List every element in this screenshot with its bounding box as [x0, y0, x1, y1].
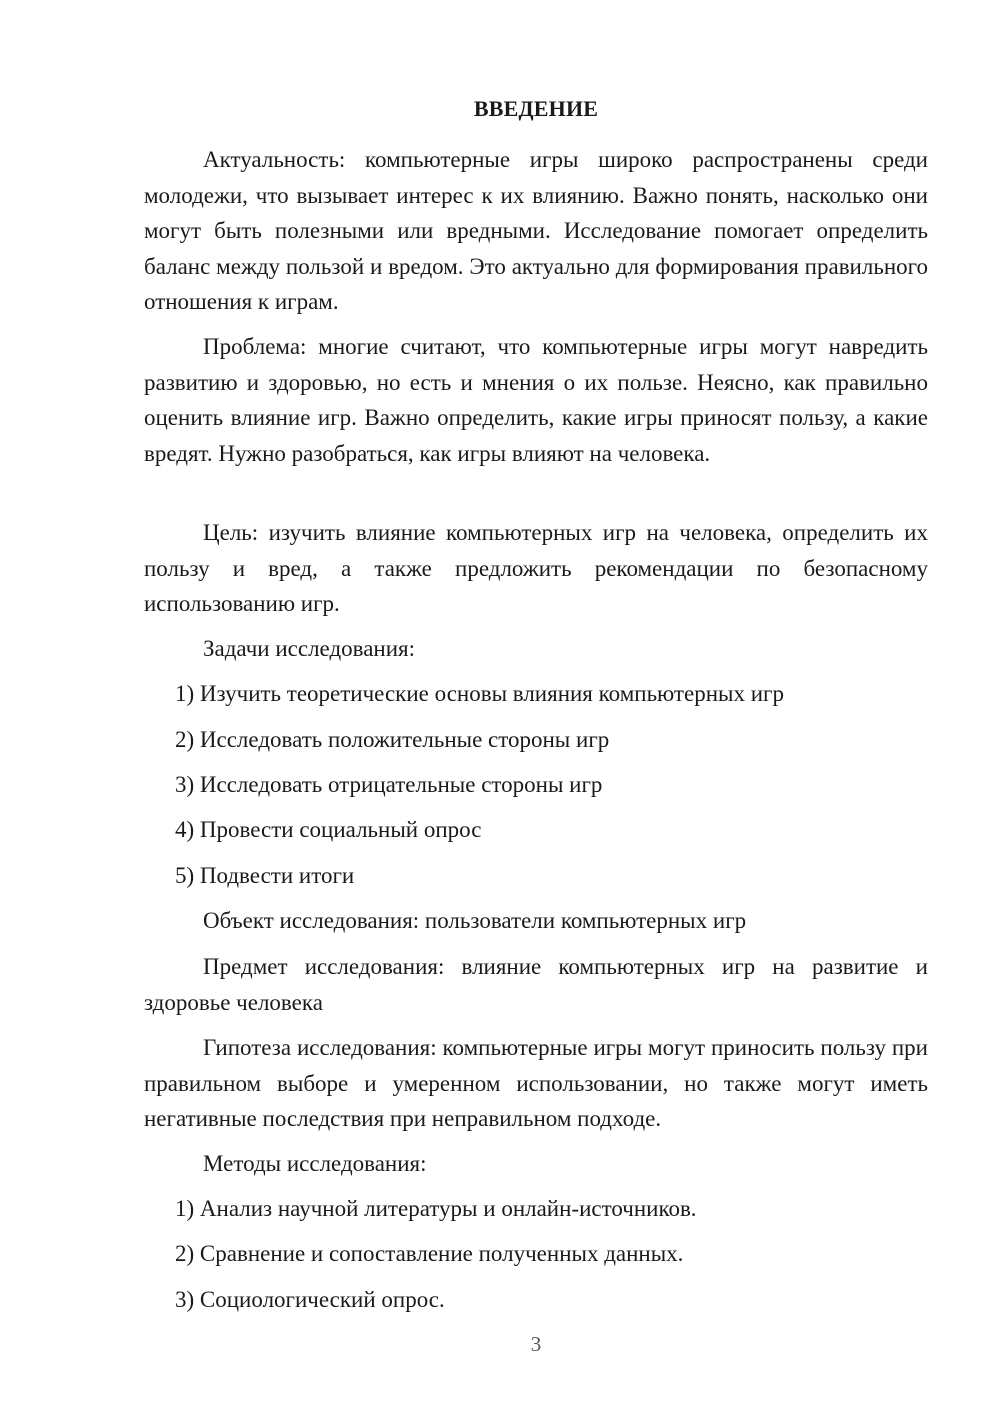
- subject-paragraph: Предмет исследования: влияние компьютерных игр на развитие и здоровье человека: [144, 954, 928, 1015]
- task-item-2: 2) Исследовать положительные стороны игр: [175, 727, 610, 752]
- task-item-4: 4) Провести социальный опрос: [175, 817, 482, 842]
- method-item-1: 1) Анализ научной литературы и онлайн-источников.: [175, 1196, 697, 1221]
- task-item-1: 1) Изучить теоретические основы влияния компьютерных игр: [175, 681, 784, 706]
- method-item-3: 3) Социологический опрос.: [175, 1287, 445, 1312]
- tasks-heading: Задачи исследования:: [203, 636, 416, 661]
- object-line: Объект исследования: пользователи компьютерных игр: [203, 908, 747, 933]
- method-item-2: 2) Сравнение и сопоставление полученных данных.: [175, 1241, 684, 1266]
- problem-paragraph: Проблема: многие считают, что компьютерные игры могут навредить развитию и здоровью, но есть и мнения о их пользе. Неясно, как правильно оценить влияние игр. Важно определить, какие игры приносят пользу, а какие вредят. Нужно разобраться, как игры влияют на человека.: [144, 334, 928, 466]
- task-item-3: 3) Исследовать отрицательные стороны игр: [175, 772, 603, 797]
- page-title: ВВЕДЕНИЕ: [473, 96, 599, 121]
- task-item-5: 5) Подвести итоги: [175, 863, 355, 888]
- hypothesis-paragraph: Гипотеза исследования: компьютерные игры могут приносить пользу при правильном выборе и умеренном использовании, но также могут иметь негативные последствия при неправильном подходе.: [144, 1035, 928, 1131]
- goal-paragraph: Цель: изучить влияние компьютерных игр на человека, определить их пользу и вред, а также предложить рекомендации по безопасному использованию игр.: [144, 520, 928, 616]
- methods-heading: Методы исследования:: [203, 1151, 427, 1176]
- page-number: 3: [530, 1332, 542, 1356]
- relevance-paragraph: Актуальность: компьютерные игры широко распространены среди молодежи, что вызывает интерес к их влиянию. Важно понять, насколько они могут быть полезными или вредными. Исследование помогает определить баланс между пользой и вредом. Это актуально для формирования правильного отношения к играм.: [144, 147, 928, 314]
